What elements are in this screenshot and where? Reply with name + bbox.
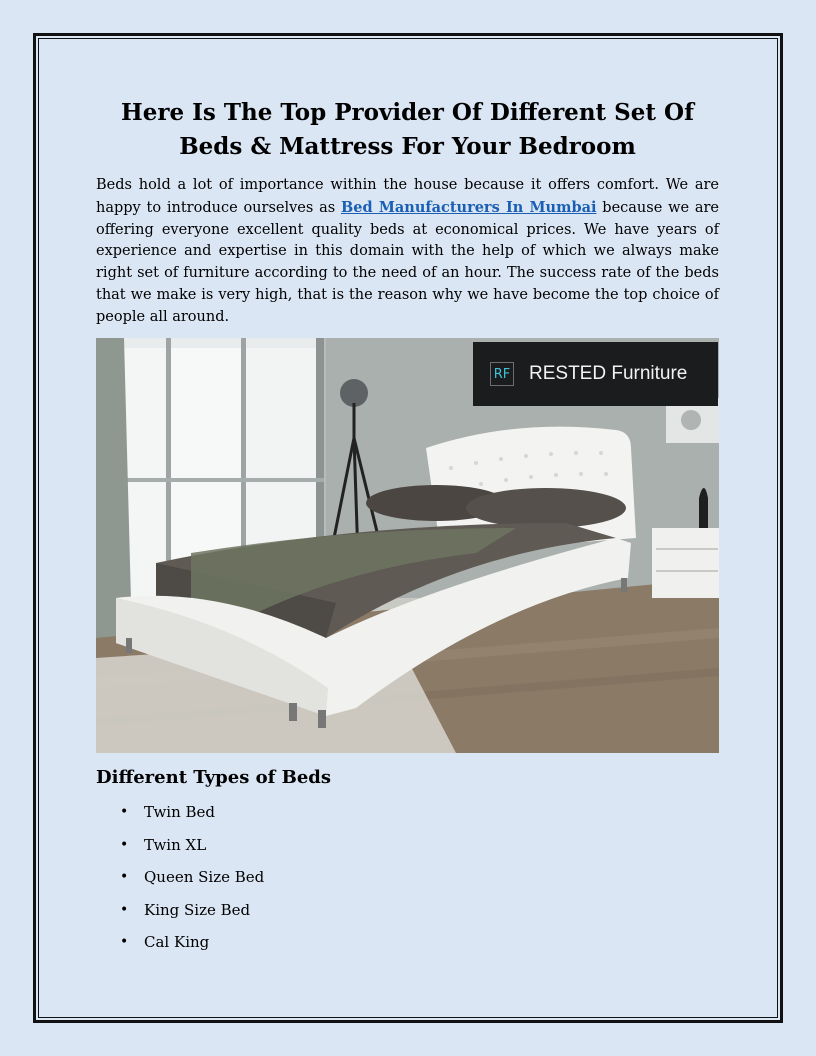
bed-photo [96, 338, 719, 753]
bullet-icon: • [120, 934, 129, 950]
bullet-icon: • [120, 869, 129, 885]
document-body [96, 96, 720, 951]
bullet-icon: • [120, 804, 129, 820]
list-item-text: Cal King [144, 933, 210, 951]
list-item [96, 802, 264, 835]
bullet-icon: • [120, 901, 129, 918]
list-item-text: Twin XL [144, 835, 207, 854]
list-item-text: Twin Bed [144, 803, 216, 821]
brand-logo-banner [473, 342, 718, 406]
list-item [96, 835, 264, 868]
list-item [96, 867, 264, 900]
brand-logo-icon: RF [490, 362, 514, 386]
list-item-text: Queen Size Bed [144, 868, 265, 886]
intro-paragraph [96, 175, 719, 329]
list-item [96, 900, 264, 933]
intro-text-end: because we are offering everyone excellent quality beds at economical prices. We have years of experience and expertise in this domain with the help of which we always make right set of furniture according to the need of an hour. The success rate of the beds that we make is very high, that is the reason why we have become the top choice of people all around. [96, 199, 720, 325]
bullet-icon: • [120, 836, 129, 853]
intro-text-start: Beds hold a lot of importance within the house because it offers comfort. We are happy to introduce ourselves as [96, 177, 719, 216]
list-item [96, 932, 264, 965]
section-heading: Different Types of Beds [96, 767, 331, 788]
bed-manufacturers-link[interactable]: Bed Manufacturers In Mumbai [340, 198, 597, 216]
bed-types-list [96, 802, 264, 965]
list-item-text: King Size Bed [144, 900, 251, 919]
brand-logo-text: RESTED Furniture [529, 363, 688, 384]
page-title: Here Is The Top Provider Of Different Set Of Beds & Mattress For Your Bedroom [121, 99, 694, 160]
